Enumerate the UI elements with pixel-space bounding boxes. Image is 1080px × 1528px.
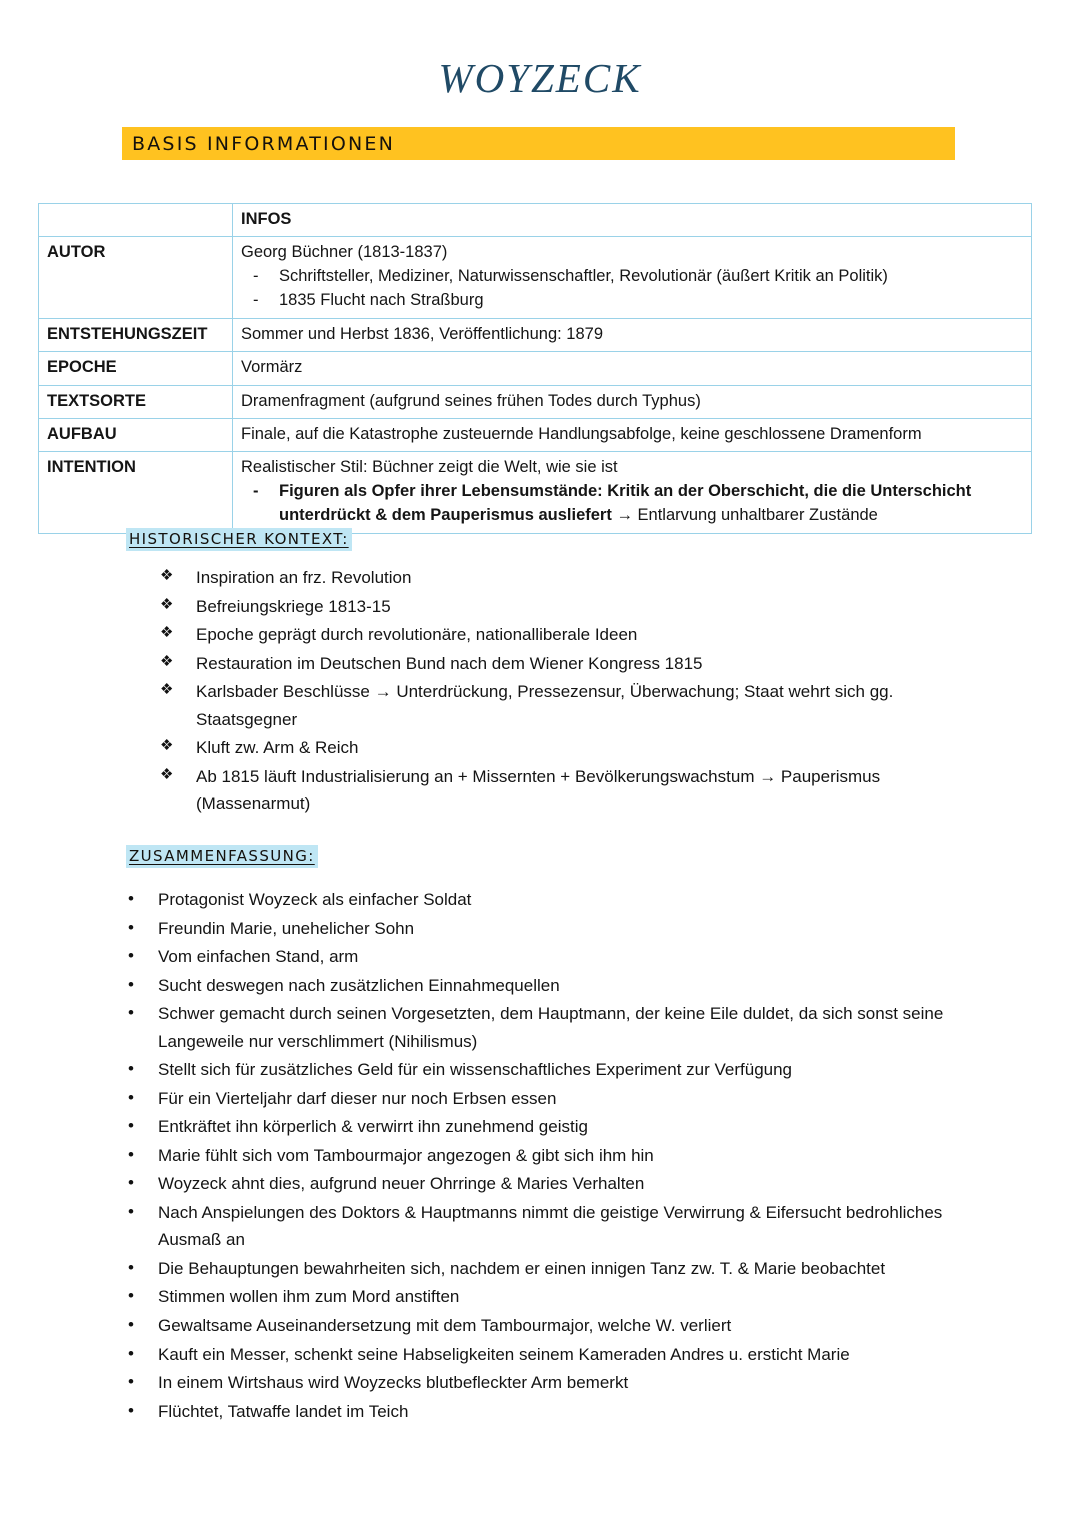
row-value-text: Georg Büchner (1813-1837) (241, 243, 448, 262)
list-item: ❖ Inspiration an frz. Revolution (160, 564, 990, 592)
row-value-text: Realistischer Stil: Büchner zeigt die Welt, wie sie ist (241, 458, 618, 477)
row-sublist (241, 265, 1023, 313)
list-item: • Freundin Marie, unehelicher Sohn (122, 915, 1002, 943)
row-label-entstehungszeit: ENTSTEHUNGSZEIT (39, 318, 233, 351)
list-item: ❖ Karlsbader Beschlüsse → Unterdrückung, Pressezensur, Überwachung; Staat wehrt sich gg. Staatsgegner (160, 678, 990, 733)
sublist-item: - Schriftsteller, Mediziner, Naturwissenschaftler, Revolutionär (äußert Kritik an Politik) (241, 265, 1023, 289)
banner-label: BASIS INFORMATIONEN (132, 132, 396, 155)
table-row (39, 352, 1032, 385)
basis-informationen-table (38, 203, 1032, 534)
list-item: • In einem Wirtshaus wird Woyzecks blutbefleckter Arm bemerkt (122, 1369, 1002, 1397)
table-row (39, 318, 1032, 351)
list-item: ❖ Restauration im Deutschen Bund nach dem Wiener Kongress 1815 (160, 650, 990, 678)
sublist-item-highlighted (241, 480, 1023, 528)
list-item: • Protagonist Woyzeck als einfacher Soldat (122, 886, 1002, 914)
section-banner-basis-informationen (122, 127, 955, 160)
list-item: • Flüchtet, Tatwaffe landet im Teich (122, 1398, 1002, 1426)
row-label-epoche: EPOCHE (39, 352, 233, 385)
list-item: • Gewaltsame Auseinandersetzung mit dem Tambourmajor, welche W. verliert (122, 1312, 1002, 1340)
row-value-textsorte: Dramenfragment (aufgrund seines frühen Todes durch Typhus) (233, 385, 1032, 418)
sublist-item: - 1835 Flucht nach Straßburg (241, 289, 1023, 313)
sublist-bold-part: Figuren als Opfer ihrer Lebensumstände: Kritik an der Oberschicht, die die Unterschicht unterdrückt & dem Pauperismus ausliefert (279, 481, 972, 524)
row-sublist (241, 480, 1023, 528)
table-header-cell-infos: INFOS (233, 204, 1032, 237)
list-item: • Marie fühlt sich vom Tambourmajor angezogen & gibt sich ihm hin (122, 1142, 1002, 1170)
section-heading-historischer-kontext: HISTORISCHER KONTEXT: (126, 528, 352, 551)
list-item: • Stellt sich für zusätzliches Geld für ein wissenschaftliches Experiment zur Verfügung (122, 1056, 1002, 1084)
section-heading-zusammenfassung: ZUSAMMENFASSUNG: (126, 845, 318, 868)
row-label-aufbau: AUFBAU (39, 418, 233, 451)
list-item: • Schwer gemacht durch seinen Vorgesetzten, dem Hauptmann, der keine Eile duldet, da sich sonst seine Langeweile nur verschlimmert (Nihilismus) (122, 1000, 1002, 1055)
list-item: ❖ Epoche geprägt durch revolutionäre, nationalliberale Ideen (160, 621, 990, 649)
list-item: ❖ Befreiungskriege 1813-15 (160, 593, 990, 621)
list-item: • Sucht deswegen nach zusätzlichen Einnahmequellen (122, 972, 1002, 1000)
list-item: • Nach Anspielungen des Doktors & Hauptmanns nimmt die geistige Verwirrung & Eifersucht bedrohliches Ausmaß an (122, 1199, 1002, 1254)
row-value-autor (233, 237, 1032, 318)
table-row (39, 418, 1032, 451)
row-label-textsorte: TEXTSORTE (39, 385, 233, 418)
table-header-cell-empty (39, 204, 233, 237)
list-item: • Vom einfachen Stand, arm (122, 943, 1002, 971)
row-label-autor: AUTOR (39, 237, 233, 318)
table-header-row (39, 204, 1032, 237)
table-row (39, 452, 1032, 533)
row-value-epoche: Vormärz (233, 352, 1032, 385)
row-label-intention: INTENTION (39, 452, 233, 533)
list-item: • Stimmen wollen ihm zum Mord anstiften (122, 1283, 1002, 1311)
list-item: • Entkräftet ihn körperlich & verwirrt ihn zunehmend geistig (122, 1113, 1002, 1141)
row-value-entstehungszeit: Sommer und Herbst 1836, Veröffentlichung: 1879 (233, 318, 1032, 351)
sublist-normal-part: → Entlarvung unhaltbarer Zustände (616, 505, 878, 524)
list-item: • Die Behauptungen bewahrheiten sich, nachdem er einen innigen Tanz zw. T. & Marie beobachtet (122, 1255, 1002, 1283)
list-item: • Woyzeck ahnt dies, aufgrund neuer Ohrringe & Maries Verhalten (122, 1170, 1002, 1198)
row-value-aufbau: Finale, auf die Katastrophe zusteuernde Handlungsabfolge, keine geschlossene Dramenform (233, 418, 1032, 451)
list-item: ❖ Ab 1815 läuft Industrialisierung an + Missernten + Bevölkerungswachstum → Pauperismus (Massenarmut) (160, 763, 990, 818)
page-title: WOYZECK (438, 55, 642, 101)
zusammenfassung-list (122, 886, 1002, 1426)
row-value-intention (233, 452, 1032, 533)
historischer-kontext-list (160, 564, 990, 819)
list-item: • Kauft ein Messer, schenkt seine Habseligkeiten seinem Kameraden Andres u. ersticht Marie (122, 1341, 1002, 1369)
list-item: ❖ Kluft zw. Arm & Reich (160, 734, 990, 762)
table-row (39, 385, 1032, 418)
list-item: • Für ein Vierteljahr darf dieser nur noch Erbsen essen (122, 1085, 1002, 1113)
table-row (39, 237, 1032, 318)
